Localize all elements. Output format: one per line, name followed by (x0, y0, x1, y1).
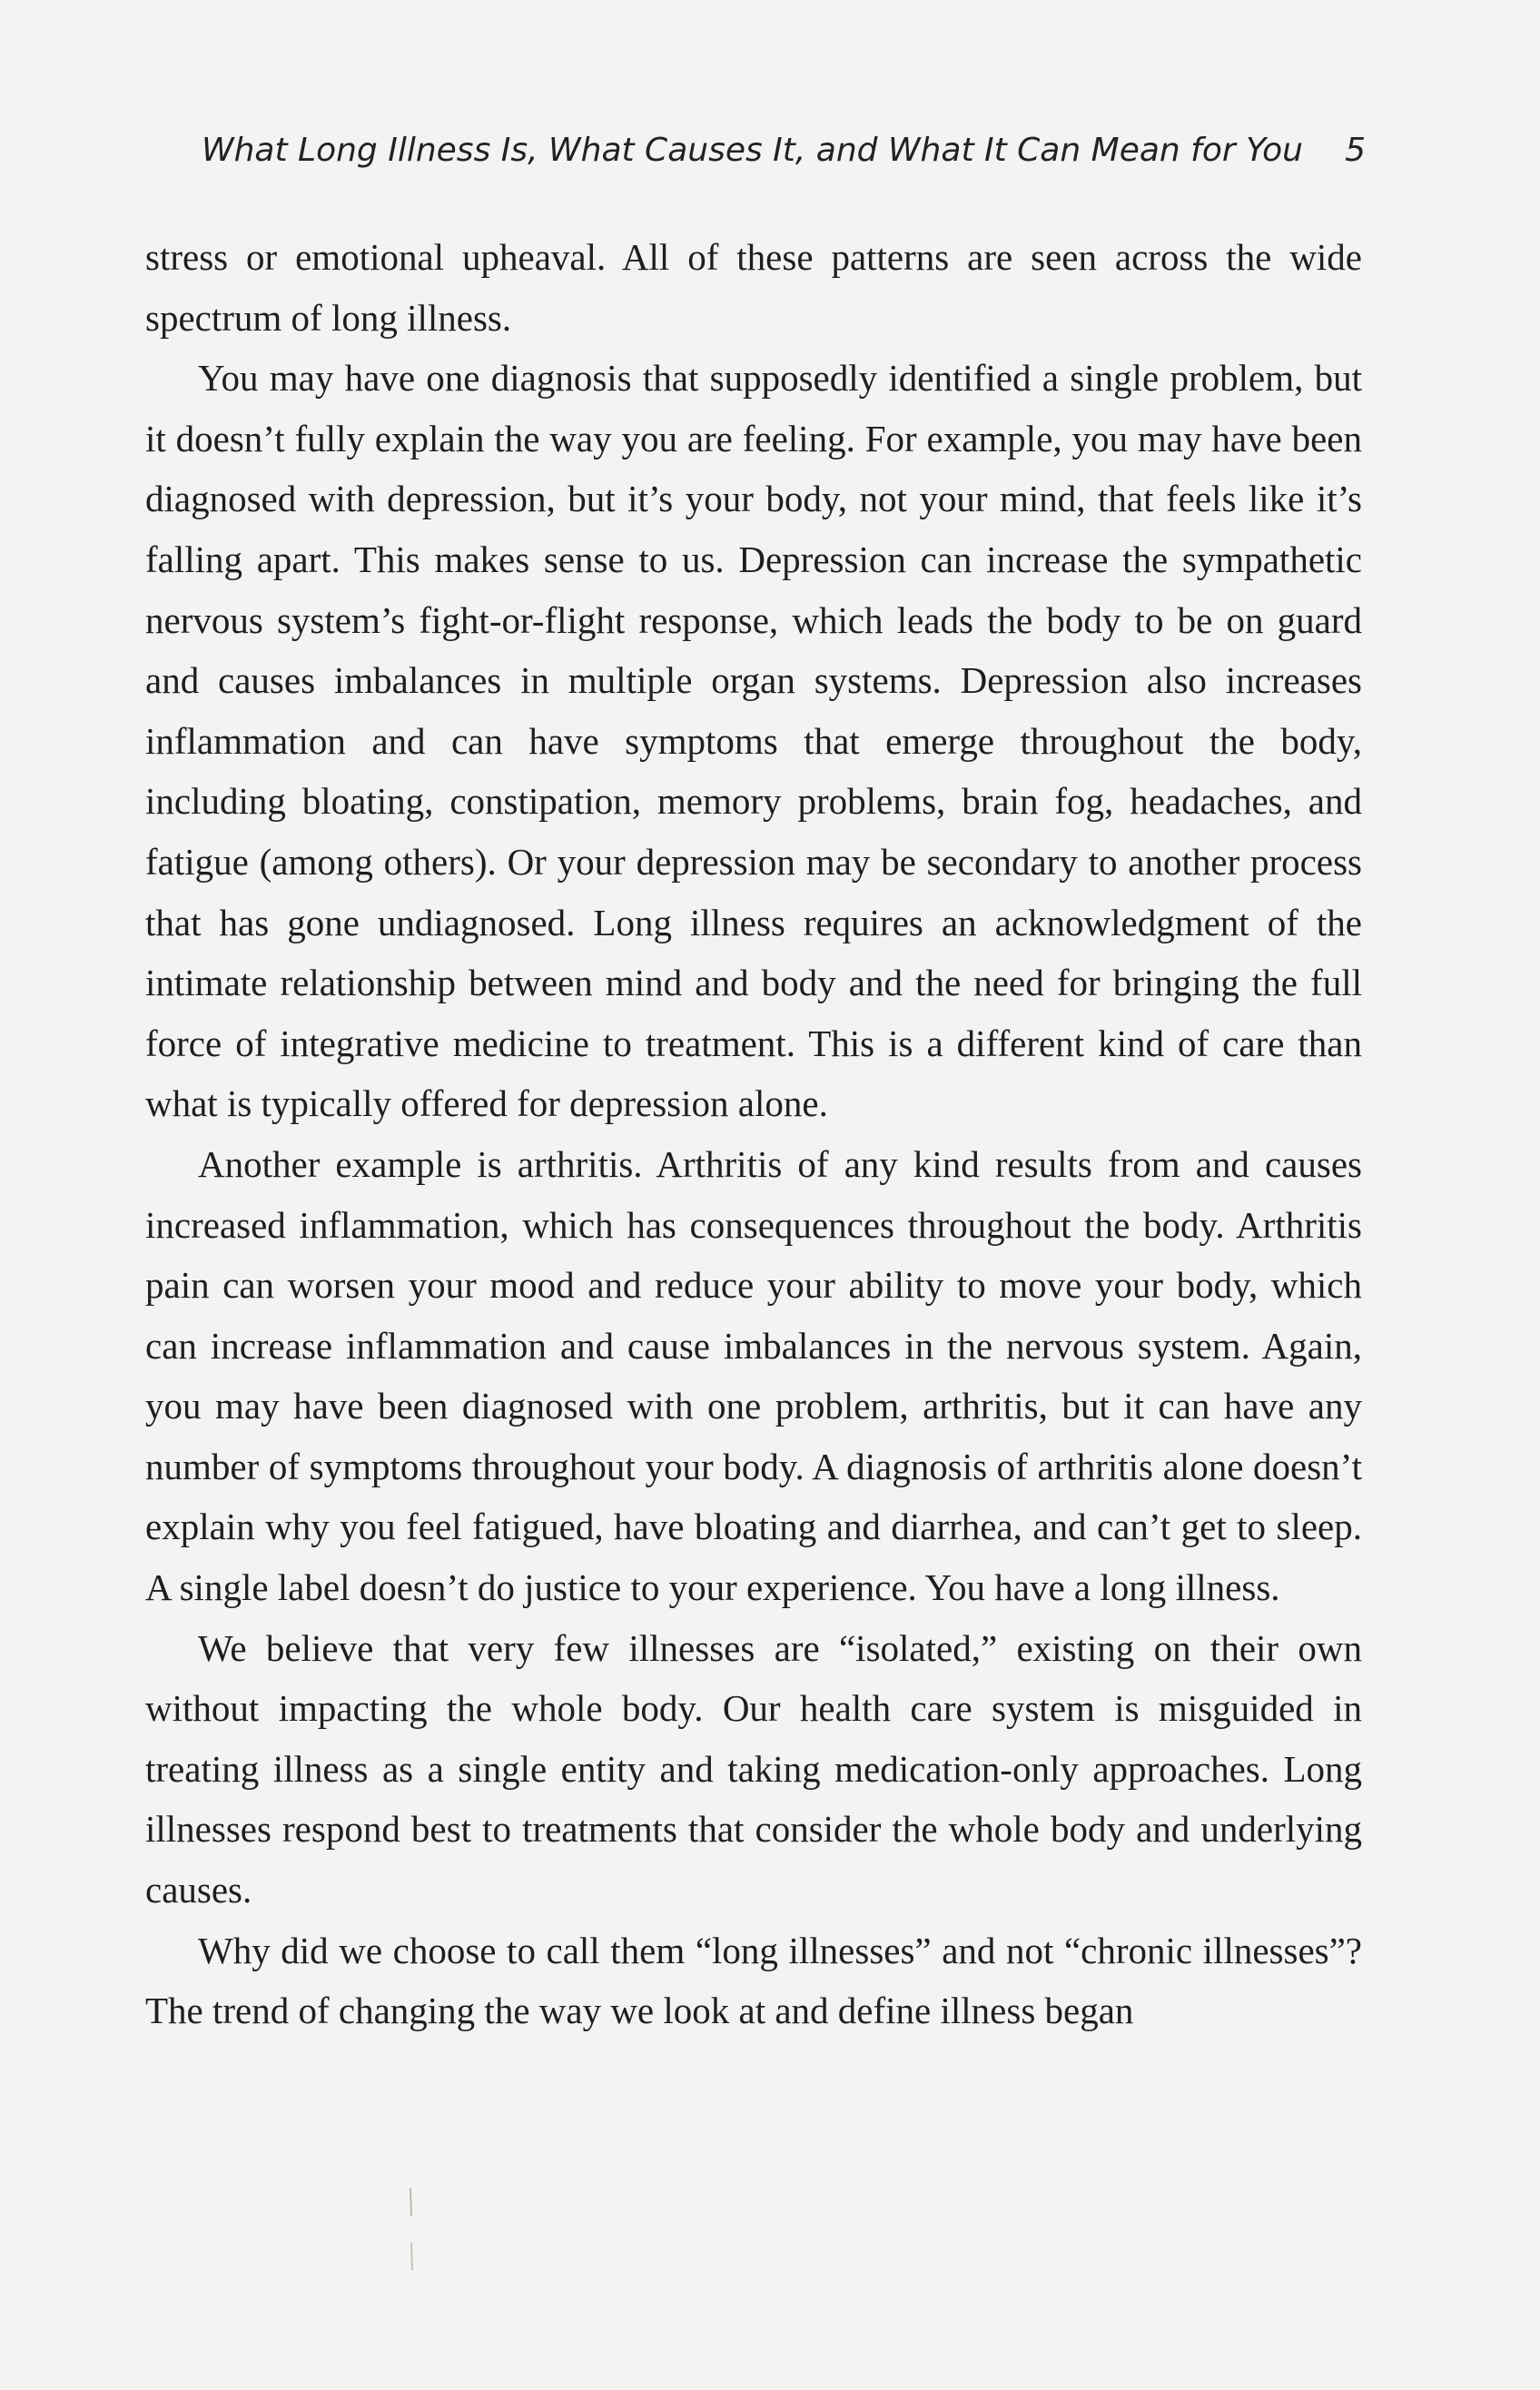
page-number: 5 (1345, 132, 1366, 169)
scan-mark (411, 2243, 412, 2270)
body-text (145, 227, 1362, 2041)
paragraph-depression: You may have one diagnosis that supposedly identified a single problem, but it doesn’t fully explain the way you are feeling. For example, you may have been diagnosed with depression, but it’s your body, not your mind, that feels like it’s falling apart. This makes sense to us. Depression can increase the sympathetic nervous system’s fight-or-flight response, which leads the body to be on guard and causes imbalances in multiple organ systems. Depression also increases inflammation and can have symptoms that emerge throughout the body, including bloating, constipation, memory problems, brain fog, headaches, and fatigue (among others). Or your depression may be secondary to another process that has gone undiagnosed. Long illness requires an acknowledgment of the intimate relationship between mind and body and the need for bringing the full force of integrative medicine to treatment. This is a different kind of care than what is typically offered for depression alone. (145, 357, 1362, 1125)
paragraph-arthritis: Another example is arthritis. Arthritis of any kind results from and causes increased inflammation, which has consequences throughout the body. Arthritis pain can worsen your mood and reduce your ability to move your body, which can increase inflammation and cause imbalances in the nervous system. Again, you may have been diagnosed with one problem, arthritis, but it can have any number of symptoms throughout your body. A diagnosis of arthritis alone doesn’t explain why you feel fatigued, have bloating and diarrhea, and can’t get to sleep. A single label doesn’t do justice to your experience. You have a long illness. (145, 1142, 1362, 1609)
paragraph-isolated-illnesses: We believe that very few illnesses are “isolated,” existing on their own without impacting the whole body. Our health care system is misguided in treating illness as a single entity and taking medication-only approaches. Long illnesses respond best to treatments that consider the whole body and underlying causes. (145, 1626, 1362, 1911)
scan-mark (410, 2188, 411, 2216)
running-head-title: What Long Illness Is, What Causes It, and What It Can Mean for You (202, 132, 1303, 169)
paragraph-continued: stress or emotional upheaval. All of these patterns are seen across the wide spectrum of long illness. (145, 236, 1362, 339)
paragraph-why-long-illnesses: Why did we choose to call them “long illnesses” and not “chronic illnesses”? The trend of changing the way we look at and define illness began (145, 1929, 1362, 2032)
running-head (202, 123, 1366, 178)
